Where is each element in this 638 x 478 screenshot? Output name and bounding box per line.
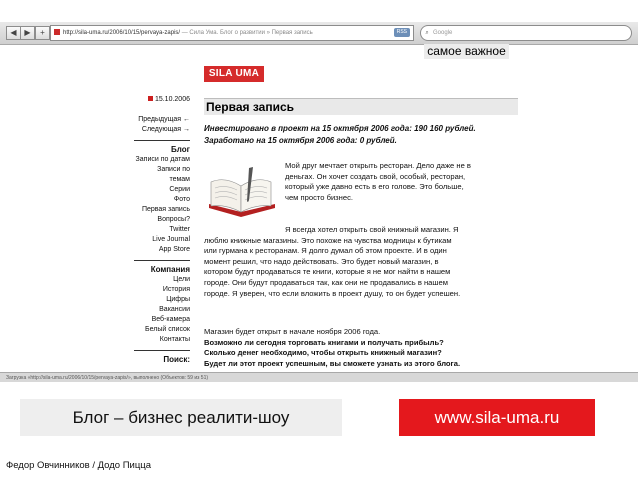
date-marker-icon (148, 96, 153, 101)
sidebar-divider (134, 350, 190, 351)
sidebar-divider (134, 260, 190, 261)
search-placeholder: Google (433, 30, 453, 36)
site-url-caption: www.sila-uma.ru (399, 399, 595, 436)
browser-toolbar (0, 22, 638, 45)
forward-button[interactable]: ▶ (20, 26, 35, 40)
paragraph-2: Я всегда хотел открыть свой книжный магазин. Я люблю книжные магазины. Это похоже на чувства модницы к бутикам или гурмана к ресторанам. Я долго думал об этом проекте. И в один момент решил, что надо действовать. Это будет новый магазин, в котором будут продаваться те книги, которые я не мог найти в нашем городе. Они будут продаваться так, как они не продавались в нашем городе. Я уверен, что если вложить в проект душу, то он будет успешен. (204, 225, 461, 298)
sidebar-item-vacancies[interactable]: Вакансии (159, 306, 190, 313)
open-book-icon (205, 164, 279, 224)
sidebar-item-twitter[interactable]: Twitter (169, 226, 190, 233)
author-footer: Федор Овчинников / Додо Пицца (6, 460, 152, 471)
question-2: Сколько денег необходимо, чтобы открыть книжный магазин? (204, 348, 442, 358)
sidebar-item-series[interactable]: Серии (169, 186, 190, 193)
page-title-text: — Сила Ума. Блог о развитии » Первая запись (181, 30, 313, 36)
paragraph-1: Мой друг мечтает открыть ресторан. Дело даже не в деньгах. Он хочет создать свой, особый, ресторан, который уже давно есть в его голове. Это больше, чем просто бизнес. (285, 161, 471, 202)
url-text: http://sila-uma.ru/2006/10/15/pervaya-zapis/ (63, 30, 181, 36)
company-heading: Компания (150, 265, 190, 274)
sidebar-item-topics[interactable]: Записи по (157, 166, 190, 173)
sidebar-item-livejournal[interactable]: Live Journal (152, 236, 190, 243)
search-heading: Поиск: (163, 355, 190, 364)
site-logo[interactable]: SILA UMA (204, 66, 264, 82)
sidebar-item-webcam[interactable]: Веб-камера (151, 316, 190, 323)
post-date: 15.10.2006 (148, 96, 190, 103)
question-1: Возможно ли сегодня торговать книгами и получать прибыль? (204, 337, 444, 347)
back-button[interactable]: ◀ (6, 26, 21, 40)
status-bar: Загрузка «http://sila-uma.ru/2006/10/15/pervaya-zapis/», выполнено (Объектов: 59 из 51) (0, 372, 638, 382)
sidebar-item-history[interactable]: История (162, 286, 190, 293)
rss-button[interactable]: RSS (394, 28, 410, 37)
caption-label: самое важное (424, 44, 509, 59)
sidebar-item-appstore[interactable]: App Store (158, 246, 190, 253)
next-link[interactable]: Следующая → (141, 126, 190, 133)
prev-link[interactable]: Предыдущая ← (138, 116, 190, 123)
earned-line: Заработано на 15 октября 2006 года: 0 рублей. (204, 136, 397, 145)
sidebar-item-whitelist[interactable]: Белый список (145, 326, 190, 333)
address-bar[interactable] (50, 25, 414, 41)
sidebar-item-photo[interactable]: Фото (173, 196, 190, 203)
question-3: Будет ли этот проект успешным, вы сможете узнать из этого блога. (204, 358, 461, 368)
add-bookmark-button[interactable]: + (35, 26, 50, 40)
search-input[interactable] (420, 25, 632, 41)
sidebar-item-contacts[interactable]: Контакты (159, 336, 190, 343)
sidebar-divider (134, 140, 190, 141)
sidebar-item-goals[interactable]: Цели (173, 276, 190, 283)
post-intro (204, 123, 524, 147)
blog-caption: Блог – бизнес реалити-шоу (20, 399, 342, 436)
site-favicon-icon (54, 29, 60, 35)
sidebar-item-numbers[interactable]: Цифры (166, 296, 190, 303)
sidebar-item-questions[interactable]: Вопросы? (157, 216, 190, 223)
search-icon: ⌕ (425, 30, 429, 36)
sidebar-item-topics-2[interactable]: темам (169, 176, 190, 183)
blog-heading: Блог (171, 145, 190, 154)
sidebar-item-archive[interactable]: Записи по датам (135, 156, 190, 163)
paragraph-3: Магазин будет открыт в начале ноября 2006 года. Возможно ли сегодня торговать книгами и получать прибыль? Сколько денег необходимо, чтобы открыть книжный магазин? Будет ли этот проект успешным, вы сможете узнать из этого блога. (204, 327, 534, 369)
post-title: Первая запись (204, 98, 518, 115)
sidebar-item-first-post[interactable]: Первая запись (141, 206, 190, 213)
invested-line: Инвестировано в проект на 15 октября 2006 года: 190 160 рублей. (204, 124, 476, 133)
